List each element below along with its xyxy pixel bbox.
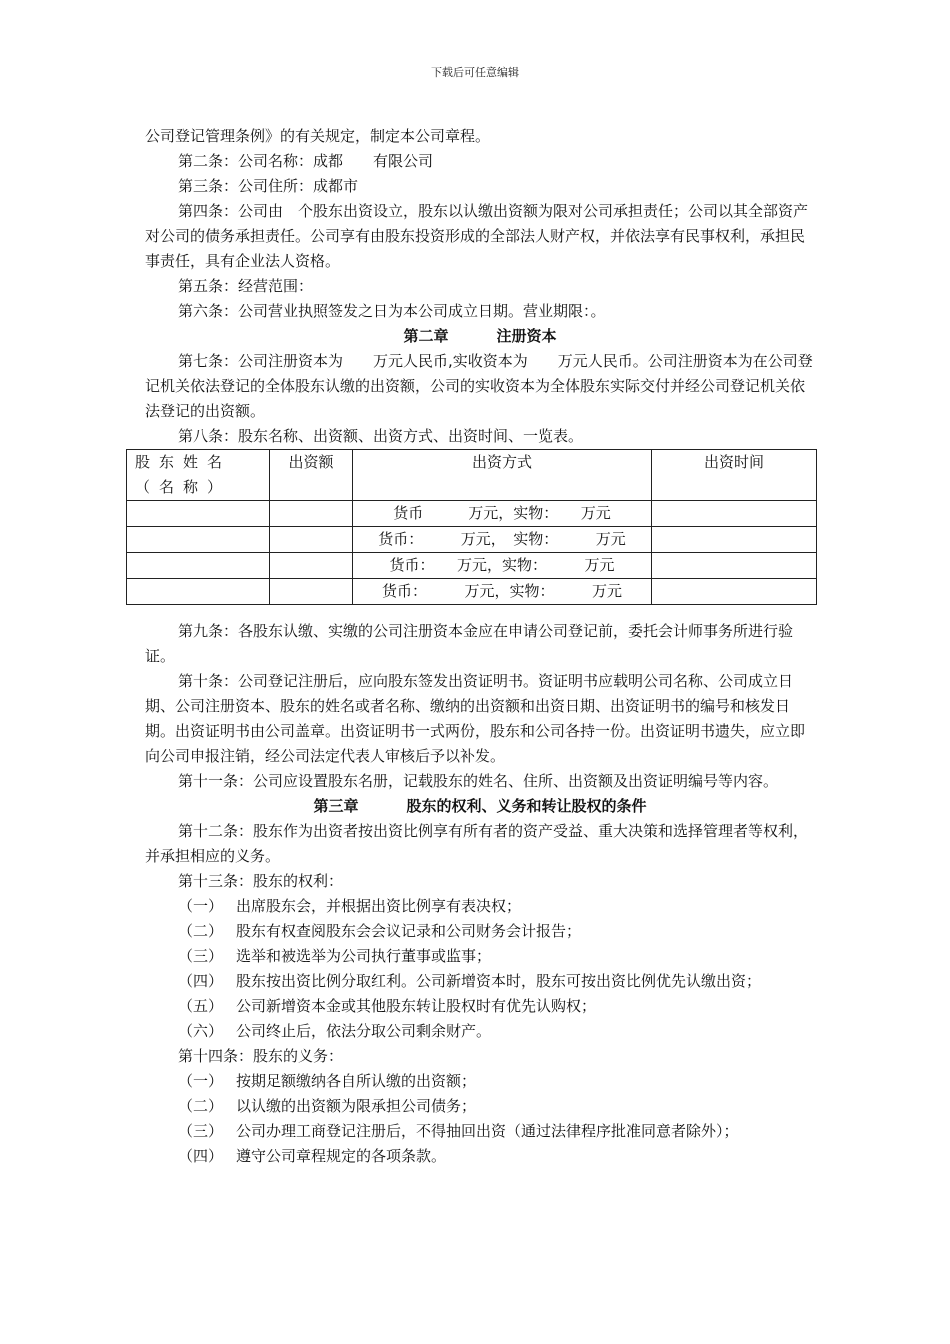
- item-text: 股东有权查阅股东会会议记录和公司财务会计报告；: [236, 922, 582, 940]
- cell-amount: [270, 553, 353, 579]
- chapter-2-number: 第二章: [403, 327, 449, 345]
- item-text: 以认缴的出资额为限承担公司债务；: [236, 1097, 477, 1115]
- list-item-right: [145, 919, 815, 944]
- cell-time: [652, 501, 817, 527]
- cell-time: [652, 527, 817, 553]
- article-14: 第十四条：股东的义务：: [178, 1047, 344, 1065]
- item-text: 公司新增资本金或其他股东转让股权时有优先认购权；: [236, 997, 597, 1015]
- cell-amount: [270, 501, 353, 527]
- item-text: 公司办理工商登记注册后，不得抽回出资（通过法律程序批准同意者除外）；: [236, 1122, 739, 1140]
- list-item-duty: [145, 1144, 815, 1169]
- cell-time: [652, 553, 817, 579]
- item-number: （四）: [178, 972, 224, 990]
- article-4: 第四条：公司由 个股东出资设立，股东以认缴出资额为限对公司承担责任；公司以其全部资产对公司的债务承担责任。公司享有由股东投资形成的全部法人财产权，并依法享有民事权利，承担民事责任，具有企业法人资格。: [145, 202, 809, 270]
- table-row: [127, 553, 817, 579]
- item-number: （一）: [178, 897, 224, 915]
- item-text: 按期足额缴纳各自所认缴的出资额；: [236, 1072, 477, 1090]
- cell-name: [127, 501, 270, 527]
- header-contribution-amount: 出资额: [270, 450, 353, 501]
- header-contribution-method: 出资方式: [353, 450, 652, 501]
- article-5: 第五条：经营范围：: [178, 277, 314, 295]
- item-number: （二）: [178, 1097, 224, 1115]
- intro-paragraph: 公司登记管理条例》的有关规定，制定本公司章程。: [145, 127, 491, 145]
- list-item-right: [145, 1019, 815, 1044]
- list-item-right: [145, 994, 815, 1019]
- article-3: 第三条：公司住所：成都市: [178, 177, 359, 195]
- article-2: 第二条：公司名称：成都 有限公司: [178, 152, 434, 170]
- item-number: （三）: [178, 947, 224, 965]
- list-item-duty: [145, 1094, 815, 1119]
- article-10: 第十条：公司登记注册后，应向股东签发出资证明书。资证明书应载明公司名称、公司成立日期、公司注册资本、股东的姓名或者名称、缴纳的出资额和出资日期、出资证明书的编号和核发日期。出资证明书由公司盖章。出资证明书一式两份，股东和公司各持一份。出资证明书遗失，应立即向公司申报注销，经公司法定代表人审核后予以补发。: [145, 672, 806, 765]
- cell-amount: [270, 527, 353, 553]
- shareholder-table: [126, 449, 817, 605]
- cell-name: [127, 553, 270, 579]
- chapter-2-title: 注册资本: [496, 327, 557, 345]
- header-contribution-time: 出资时间: [652, 450, 817, 501]
- list-item-right: [145, 969, 815, 994]
- table-header-row: [127, 450, 817, 501]
- cell-name: [127, 527, 270, 553]
- cell-time: [652, 579, 817, 605]
- item-text: 出席股东会，并根据出资比例享有表决权；: [236, 897, 522, 915]
- item-text: 股东按出资比例分取红利。公司新增资本时，股东可按出资比例优先认缴出资；: [236, 972, 762, 990]
- list-item-right: [145, 894, 815, 919]
- table-row: [127, 501, 817, 527]
- cell-name: [127, 579, 270, 605]
- item-number: （六）: [178, 1022, 224, 1040]
- item-text: 公司终止后，依法分取公司剩余财产。: [236, 1022, 492, 1040]
- chapter-3-heading: [145, 794, 815, 819]
- article-11: 第十一条：公司应设置股东名册，记载股东的姓名、住所、出资额及出资证明编号等内容。: [178, 772, 779, 790]
- chapter-2-heading: [145, 324, 815, 349]
- item-number: （二）: [178, 922, 224, 940]
- chapter-3-number: 第三章: [313, 797, 359, 815]
- item-number: （五）: [178, 997, 224, 1015]
- table-row: [127, 527, 817, 553]
- cell-method: 货币： 万元，实物： 万元: [353, 579, 652, 605]
- article-9: 第九条：各股东认缴、实缴的公司注册资本金应在申请公司登记前，委托会计师事务所进行验证。: [145, 622, 794, 665]
- item-number: （一）: [178, 1072, 224, 1090]
- cell-method: 货币： 万元，实物： 万元: [353, 553, 652, 579]
- list-item-duty: [145, 1069, 815, 1094]
- article-13: 第十三条：股东的权利：: [178, 872, 344, 890]
- table-spacer: [145, 605, 815, 619]
- page-header-note: 下载后可任意编辑: [431, 66, 519, 79]
- header-shareholder-name: 股东姓名（名称）: [127, 450, 270, 501]
- cell-method: 货币 万元，实物： 万元: [353, 501, 652, 527]
- cell-method: 货币： 万元， 实物： 万元: [353, 527, 652, 553]
- article-7: 第七条：公司注册资本为 万元人民币,实收资本为 万元人民币。公司注册资本为在公司登记机关依法登记的全体股东认缴的出资额，公司的实收资本为全体股东实际交付并经公司登记机关依法登记的出资额。: [145, 352, 813, 420]
- article-8: 第八条：股东名称、出资额、出资方式、出资时间、一览表。: [178, 427, 584, 445]
- list-item-duty: [145, 1119, 815, 1144]
- cell-amount: [270, 579, 353, 605]
- document-body: [135, 124, 815, 1169]
- chapter-3-title: 股东的权利、义务和转让股权的条件: [406, 797, 647, 815]
- table-row: [127, 579, 817, 605]
- article-6: 第六条：公司营业执照签发之日为本公司成立日期。营业期限：。: [178, 302, 606, 320]
- item-text: 遵守公司章程规定的各项条款。: [236, 1147, 447, 1165]
- item-number: （四）: [178, 1147, 224, 1165]
- item-number: （三）: [178, 1122, 224, 1140]
- item-text: 选举和被选举为公司执行董事或监事；: [236, 947, 492, 965]
- article-12: 第十二条：股东作为出资者按出资比例享有所有者的资产受益、重大决策和选择管理者等权利，并承担相应的义务。: [145, 822, 809, 865]
- list-item-right: [145, 944, 815, 969]
